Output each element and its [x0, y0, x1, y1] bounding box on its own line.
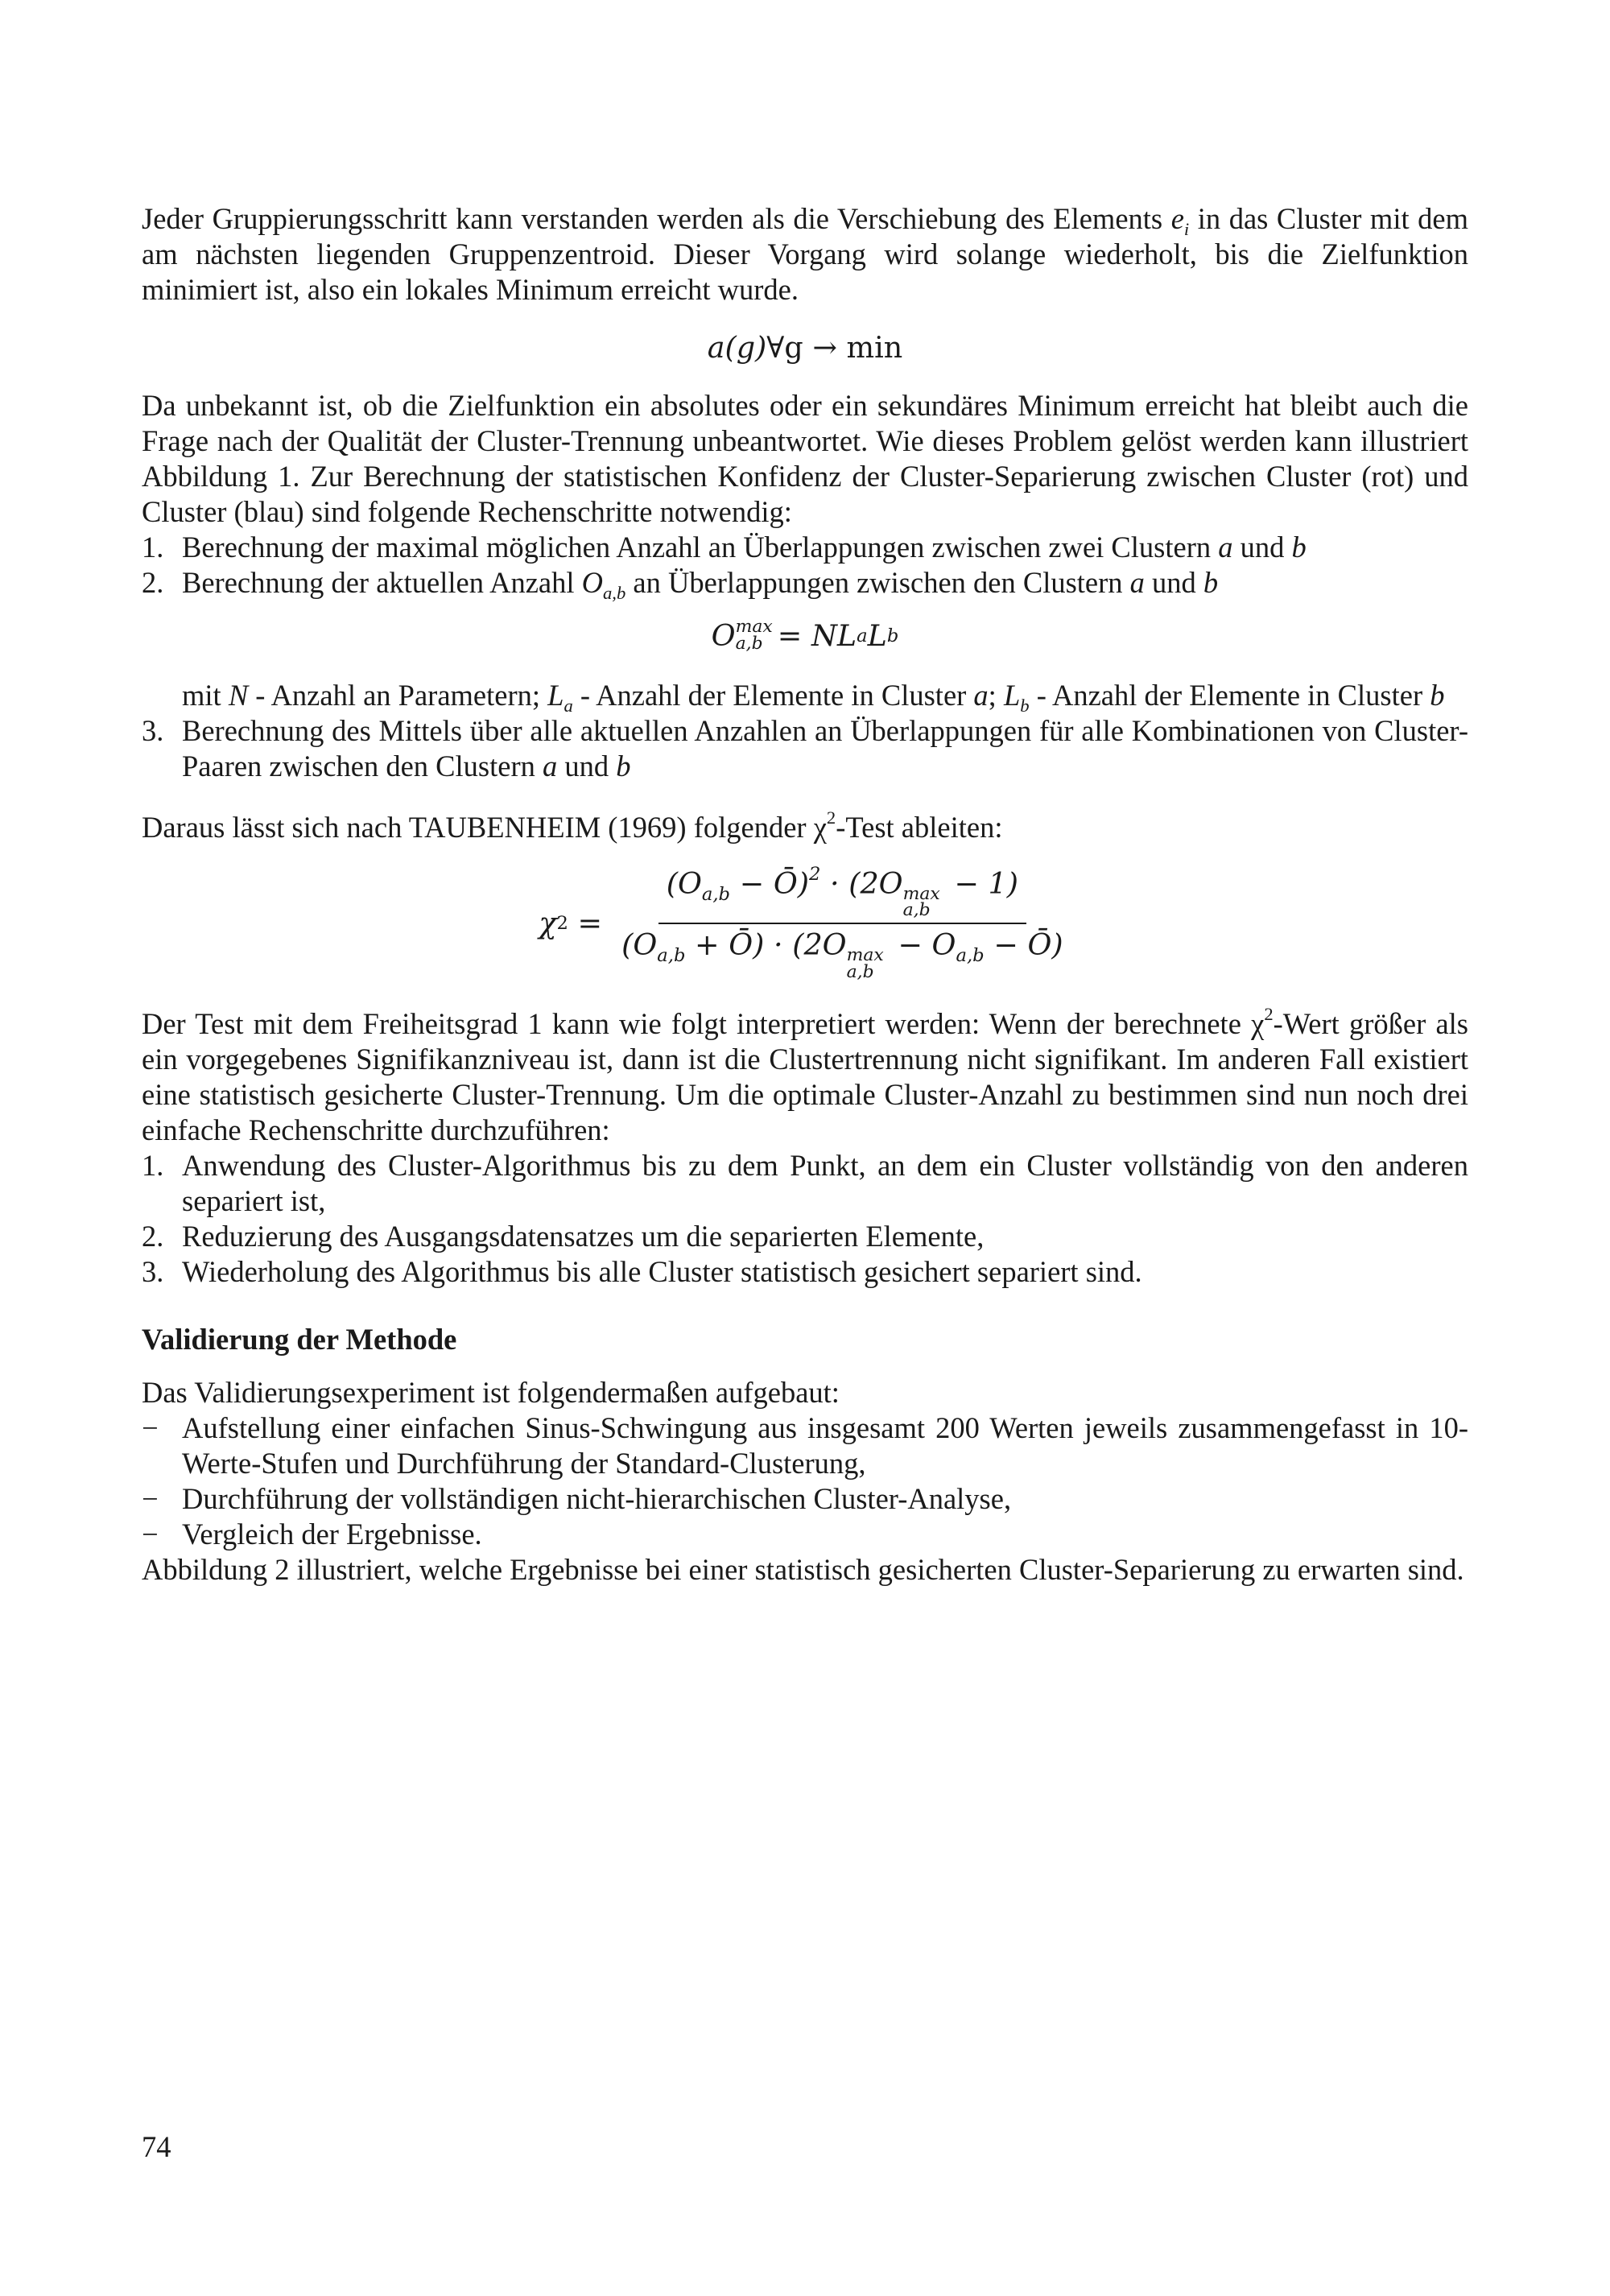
fraction-denominator: ($O_{a,b}$ + Ō) · (2O max a,b − $O_{a,b}$ − Ō) [621, 927, 1063, 982]
list-item: 1. Berechnung der maximal möglichen Anzahl an Überlappungen zwischen zwei Clustern a und b [142, 531, 1307, 564]
formula-max-overlap: O max a,b = N L a L b [711, 617, 899, 654]
list-item: 1. Anwendung des Cluster-Algorithmus bis zu dem Punkt, an dem ein Cluster vollständig von den anderen separiert ist, [142, 1149, 1468, 1218]
page-number: 74 [142, 2130, 171, 2163]
list-item: − Vergleich der Ergebnisse. [142, 1518, 482, 1551]
steps-list-mean [142, 713, 1468, 784]
paragraph-cluster-quality: Da unbekannt ist, ob die Zielfunktion ein absolutes oder ein sekundäres Minimum erreicht hat bleibt auch die Frage nach der Qualität der Cluster-Trennung unbeantwortet. Wie dieses Problem gelöst werden kann illustriert Abbildung 1. Zur Berechnung der statistischen Konfidenz der Cluster-Separierung zwischen Cluster (rot) und Cluster (blau) sind folgende Rechenschritte notwendig: [142, 389, 1468, 528]
paragraph-grouping-step: Jeder Gruppierungsschritt kann verstanden werden als die Verschiebung des Elements $e_i$ in das Cluster mit dem am nächsten liegenden Gruppenzentroid. Dieser Vorgang wird solange wiederholt, bis die Zielfunktion minimiert ist, also ein lokales Minimum erreicht wurde. [142, 202, 1469, 306]
paragraph-chi-test-intro: Daraus lässt sich nach TAUBENHEIM (1969) folgender $\chi^2$-Test ableiten: [142, 807, 1003, 844]
list-item: − Durchführung der vollständigen nicht-hierarchischen Cluster-Analyse, [142, 1482, 1012, 1516]
paragraph-validation-intro: Das Validierungsexperiment ist folgendermaßen aufgebaut: [142, 1376, 840, 1410]
page-content [142, 201, 1468, 1588]
list-item: − Aufstellung einer einfachen Sinus-Schwingung aus insgesamt 200 Werten jeweils zusammengefasst in 10-Werte-Stufen und Durchführung der Standard-Clusterung, [142, 1411, 1468, 1480]
list-item: 2. Reduzierung des Ausgangsdatensatzes um die separierten Elemente, [142, 1220, 985, 1253]
list-item: 2. Berechnung der aktuellen Anzahl $O_{a,b}$ an Überlappungen zwischen den Clustern a und b [142, 566, 1219, 603]
steps-list-overlap [142, 530, 1468, 601]
section-heading: Validierung der Methode [142, 1323, 457, 1357]
steps-list-optimal-count [142, 1148, 1468, 1290]
formula-objective-min: a(g) ∀g → min [707, 330, 903, 365]
definition-parameters: mit N - Anzahl an Parametern; $L_a$ - Anzahl der Elemente in Cluster a; $L_b$ - Anzahl der Elemente in Cluster b [182, 679, 1445, 716]
dash-list-validation [142, 1410, 1468, 1552]
paragraph-test-interpretation: Der Test mit dem Freiheitsgrad 1 kann wie folgt interpretiert werden: Wenn der berechnete $\chi^2$-Wert größer als ein vorgegebenes Signifikanzniveau ist, dann ist die Clustertrennung nicht signifikant. Im anderen Fall existiert eine statistisch gesicherte Cluster-Trennung. Um die optimale Cluster-Anzahl zu bestimmen sind nun noch drei einfache Rechenschritte durchzuführen: [142, 1004, 1469, 1147]
list-item: 3. Wiederholung des Algorithmus bis alle Cluster statistisch gesichert separiert sind. [142, 1255, 1142, 1289]
list-item: 3. Berechnung des Mittels über alle aktuellen Anzahlen an Überlappungen für alle Kombinationen von Cluster-Paaren zwischen den Clustern a und b [142, 714, 1468, 783]
paragraph-figure-reference: Abbildung 2 illustriert, welche Ergebnisse bei einer statistisch gesicherten Cluster-Separierung zu erwarten sind. [142, 1553, 1464, 1587]
chi-square-fraction [613, 866, 1071, 981]
formula-chi-square: χ 2 = ($O_{a,b}$ − Ō)$^2$ · (2O max a,b − 1) ($O_{a,b}$ + Ō) · (2O max a,b − $O_{a,b}$ − Ō) [142, 866, 1468, 981]
fraction-numerator: ($O_{a,b}$ − Ō)$^2$ · (2O max a,b − 1) [658, 866, 1026, 924]
